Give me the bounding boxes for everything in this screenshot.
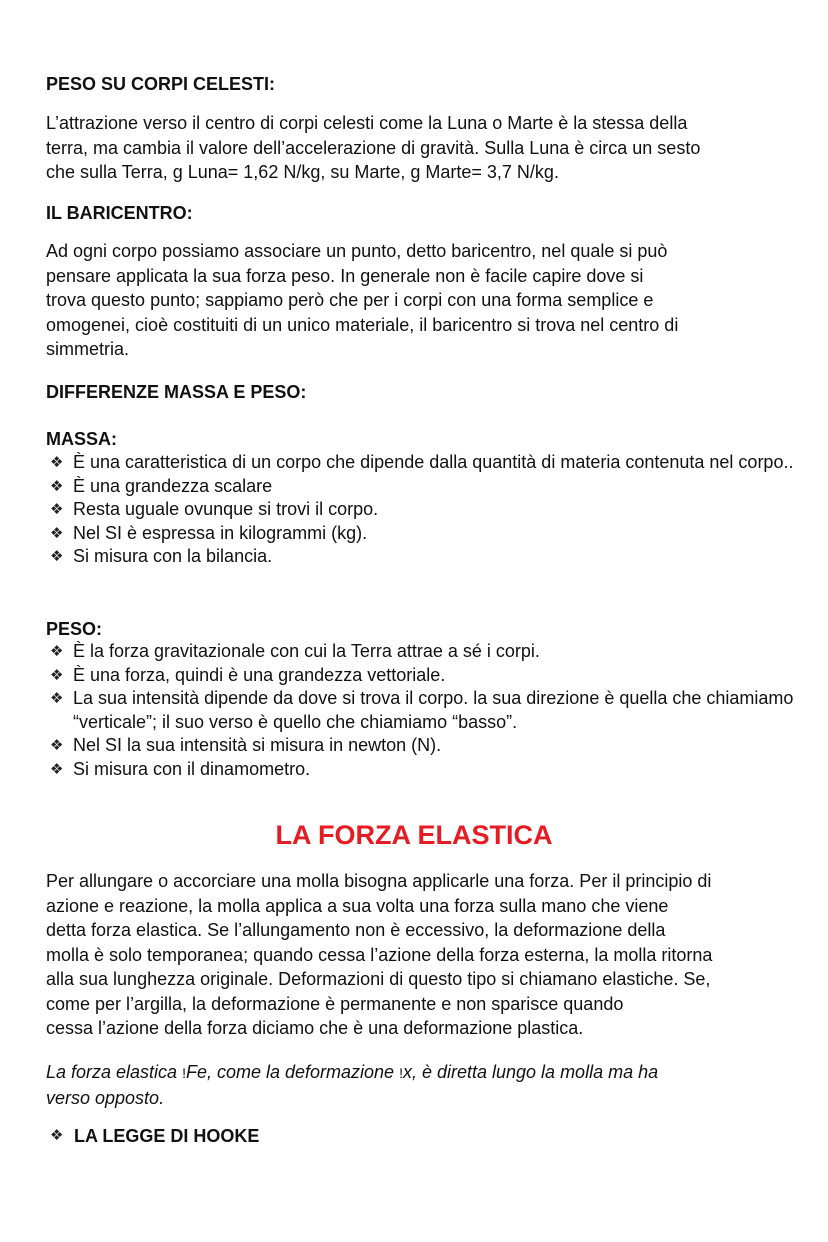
list-item: ❖ Si misura con la bilancia. — [46, 545, 818, 569]
diamond-bullet-icon: ❖ — [50, 666, 64, 684]
text-line: simmetria. — [46, 339, 130, 359]
diamond-bullet-icon: ❖ — [50, 548, 64, 565]
vector-symbol-icon: ! — [399, 1065, 403, 1081]
list-item: ❖ È una caratteristica di un corpo che dipende dalla quantità di materia contenuta nel corpo.. — [46, 451, 818, 475]
italic-note-forza-elastica — [46, 1060, 658, 1110]
text-line: Per allungare o accorciare una molla bisogna applicarle una forza. Per il principio di — [46, 871, 712, 891]
text-line: alla sua lunghezza originale. Deformazioni di questo tipo si chiamano elastiche. Se, — [46, 969, 711, 989]
heading-legge-hooke: ❖ LA LEGGE DI HOOKE — [50, 1126, 260, 1146]
text-line: trova questo punto; sappiamo però che per i corpi con una forma semplice e — [46, 290, 654, 310]
heading-baricentro: IL BARICENTRO: — [46, 203, 193, 223]
list-massa — [46, 451, 818, 569]
paragraph-peso-corpi-celesti — [46, 111, 700, 185]
heading-peso: PESO: — [46, 619, 103, 639]
diamond-bullet-icon: ❖ — [50, 643, 64, 660]
list-item: ❖ La sua intensità dipende da dove si trova il corpo. la sua direzione è quella che chiamiamo “verticale”; il suo verso è quello che chiamiamo “basso”. — [50, 688, 794, 732]
text-line: come per l’argilla, la deformazione è permanente e non sparisce quando — [46, 993, 624, 1014]
list-peso — [46, 640, 818, 781]
vector-symbol-icon: ! — [182, 1065, 186, 1081]
diamond-bullet-icon: ❖ — [50, 477, 64, 495]
text-line: terra, ma cambia il valore dell’accelerazione di gravità. Sulla Luna è circa un sesto — [46, 137, 701, 158]
text-line: che sulla Terra, g Luna= 1,62 N/kg, su Marte, g Marte= 3,7 N/kg. — [46, 162, 559, 182]
text-line: azione e reazione, la molla applica a sua volta una forza sulla mano che viene — [46, 895, 669, 916]
diamond-bullet-icon: ❖ — [50, 454, 64, 471]
paragraph-forza-elastica — [46, 869, 761, 1041]
list-item: ❖ Resta uguale ovunque si trovi il corpo. — [46, 498, 818, 522]
heading-massa: MASSA: — [46, 429, 117, 449]
text-line: molla è solo temporanea; quando cessa l’azione della forza esterna, la molla ritorna — [46, 944, 713, 965]
list-item: ❖ Si misura con il dinamometro. — [46, 758, 818, 782]
diamond-bullet-icon: ❖ — [50, 690, 64, 707]
diamond-bullet-icon: ❖ — [50, 1127, 64, 1144]
text-line: verso opposto. — [46, 1087, 165, 1108]
diamond-bullet-icon: ❖ — [50, 737, 64, 754]
text-line: pensare applicata la sua forza peso. In generale non è facile capire dove si — [46, 265, 644, 286]
list-item: ❖ Nel SI è espressa in kilogrammi (kg). — [46, 522, 818, 546]
paragraph-baricentro — [46, 239, 781, 362]
section-title-forza-elastica: LA FORZA ELASTICA — [275, 820, 553, 850]
list-item: ❖ È una forza, quindi è una grandezza vettoriale. — [46, 664, 818, 688]
heading-peso-corpi-celesti: PESO SU CORPI CELESTI: — [46, 74, 276, 94]
text-line: L’attrazione verso il centro di corpi celesti come la Luna o Marte è la stessa della — [46, 113, 688, 133]
heading-differenze-massa-peso: DIFFERENZE MASSA E PESO: — [46, 382, 307, 402]
text-line: omogenei, cioè costituiti di un unico materiale, il baricentro si trova nel centro di — [46, 314, 679, 335]
text-line: detta forza elastica. Se l’allungamento non è eccessivo, la deformazione della — [46, 920, 666, 940]
text-line: cessa l’azione della forza diciamo che è una deformazione plastica. — [46, 1018, 584, 1038]
list-item: ❖ È una grandezza scalare — [46, 475, 818, 499]
text-line: Ad ogni corpo possiamo associare un punto, detto baricentro, nel quale si può — [46, 241, 668, 261]
text-line: La forza elastica !Fe, come la deformazione !x, è diretta lungo la molla ma ha — [46, 1062, 659, 1082]
list-item: ❖ Nel SI la sua intensità si misura in newton (N). — [46, 734, 818, 758]
diamond-bullet-icon: ❖ — [50, 501, 64, 518]
diamond-bullet-icon: ❖ — [50, 524, 64, 542]
list-item: ❖ È la forza gravitazionale con cui la Terra attrae a sé i corpi. — [46, 640, 818, 664]
diamond-bullet-icon: ❖ — [50, 760, 64, 778]
